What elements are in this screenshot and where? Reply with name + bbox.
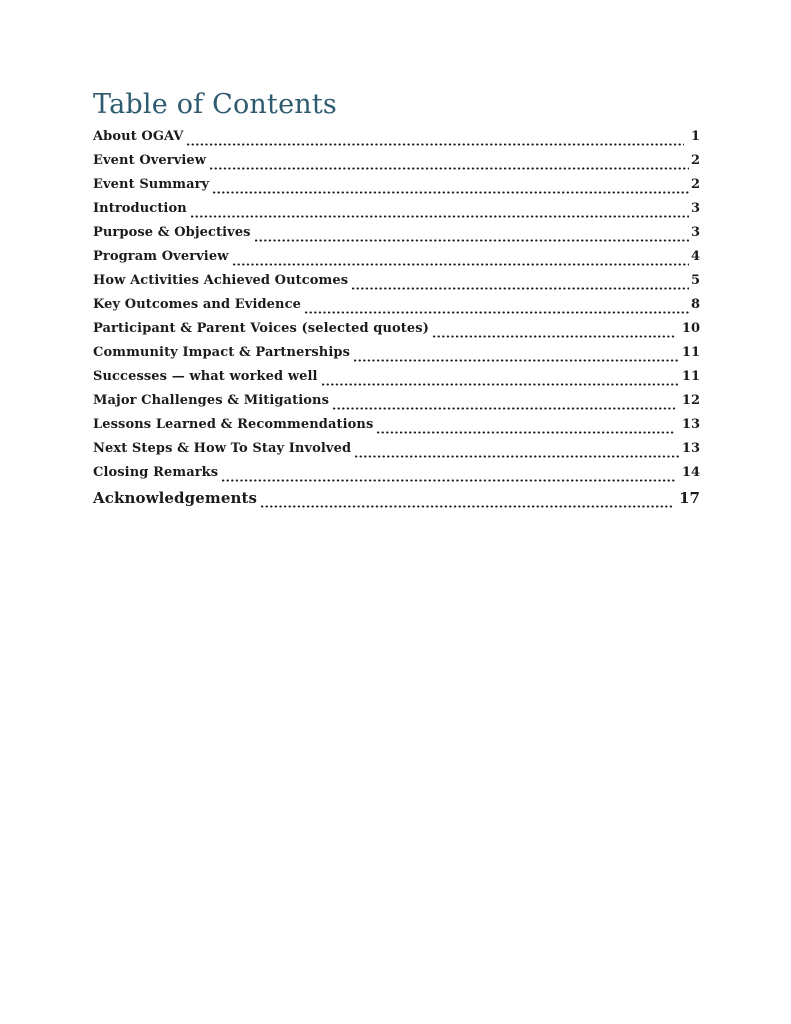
toc-page-number: 2 bbox=[690, 176, 700, 192]
toc-leader-dots bbox=[333, 407, 675, 410]
toc-leader-dots bbox=[261, 505, 672, 508]
toc-entry[interactable] bbox=[93, 273, 700, 297]
toc-page-number: 8 bbox=[690, 296, 700, 312]
toc-entry[interactable] bbox=[93, 225, 700, 249]
toc-entry[interactable] bbox=[93, 249, 700, 273]
toc-entry[interactable] bbox=[93, 369, 700, 393]
toc-leader-dots bbox=[255, 239, 689, 242]
toc-page-number: 13 bbox=[681, 440, 700, 456]
toc-entry[interactable] bbox=[93, 489, 700, 515]
toc-entry-label: How Activities Achieved Outcomes bbox=[93, 272, 349, 288]
toc-page-number: 4 bbox=[690, 248, 700, 264]
toc-leader-dots bbox=[377, 431, 675, 434]
toc-page-number: 14 bbox=[677, 464, 700, 480]
toc-entry-label: Event Overview bbox=[93, 152, 207, 168]
toc-page-number: 2 bbox=[690, 152, 700, 168]
toc-page-number: 12 bbox=[677, 392, 700, 408]
toc-leader-dots bbox=[222, 479, 675, 482]
toc-entry[interactable] bbox=[93, 201, 700, 225]
toc-page-number: 13 bbox=[677, 416, 700, 432]
toc-entry[interactable] bbox=[93, 417, 700, 441]
toc-page-number: 3 bbox=[690, 200, 700, 216]
toc-entry-label: Purpose & Objectives bbox=[93, 224, 251, 240]
toc-entry-label: Program Overview bbox=[93, 248, 229, 264]
toc-entry[interactable] bbox=[93, 393, 700, 417]
toc-entry-label: Closing Remarks bbox=[93, 464, 219, 480]
toc-leader-dots bbox=[352, 287, 689, 290]
toc-leader-dots bbox=[433, 335, 675, 338]
toc-entry-label: Event Summary bbox=[93, 176, 210, 192]
toc-entry-label: Key Outcomes and Evidence bbox=[93, 296, 301, 312]
toc-entry-label: Participant & Parent Voices (selected quotes) bbox=[93, 320, 429, 336]
toc-entry[interactable] bbox=[93, 129, 700, 153]
toc-entry[interactable] bbox=[93, 441, 700, 465]
toc-page-number: 17 bbox=[673, 488, 700, 507]
toc-page-number: 1 bbox=[686, 128, 700, 144]
toc-page-number: 3 bbox=[690, 224, 700, 240]
toc-page-number: 5 bbox=[690, 272, 700, 288]
toc-entry-label: Next Steps & How To Stay Involved bbox=[93, 440, 352, 456]
toc-entry-label: Introduction bbox=[93, 200, 187, 216]
toc-entry[interactable] bbox=[93, 465, 700, 489]
toc-page-number: 11 bbox=[681, 344, 700, 360]
toc-leader-dots bbox=[210, 167, 689, 170]
toc-entry[interactable] bbox=[93, 153, 700, 177]
toc-leader-dots bbox=[187, 143, 684, 146]
toc-entry-label: Successes — what worked well bbox=[93, 368, 318, 384]
toc-leader-dots bbox=[305, 311, 689, 314]
toc-leader-dots bbox=[233, 263, 689, 266]
toc-entry[interactable] bbox=[93, 345, 700, 369]
toc-entry-label: Lessons Learned & Recommendations bbox=[93, 416, 374, 432]
toc-entry[interactable] bbox=[93, 297, 700, 321]
toc-leader-dots bbox=[213, 191, 689, 194]
toc-entry-label: About OGAV bbox=[93, 128, 184, 144]
toc-entry[interactable] bbox=[93, 321, 700, 345]
toc-entry-label: Major Challenges & Mitigations bbox=[93, 392, 330, 408]
toc-entry-label: Community Impact & Partnerships bbox=[93, 344, 351, 360]
toc-page-number: 11 bbox=[681, 368, 700, 384]
toc-leader-dots bbox=[191, 215, 689, 218]
toc-entry-label: Acknowledgements bbox=[93, 488, 258, 507]
toc-entry[interactable] bbox=[93, 177, 700, 201]
toc-leader-dots bbox=[354, 359, 680, 362]
toc-page-number: 10 bbox=[677, 320, 700, 336]
page-title: Table of Contents bbox=[93, 89, 337, 120]
toc-leader-dots bbox=[355, 455, 680, 458]
table-of-contents bbox=[93, 129, 700, 515]
toc-leader-dots bbox=[322, 383, 680, 386]
